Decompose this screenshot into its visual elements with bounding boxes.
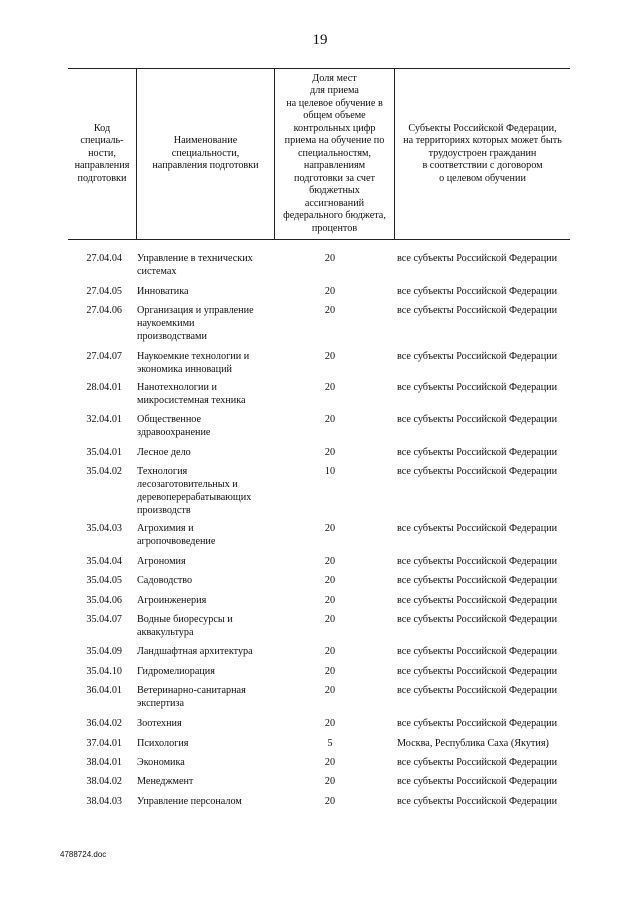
row-share: 20: [324, 595, 336, 606]
header-name-text: Наименование специальности, направления подготовки: [152, 135, 259, 172]
row-name: Нанотехнологии и микросистемная техника: [137, 382, 246, 406]
row-subjects: все субъекты Российской Федерации: [397, 523, 558, 534]
row-share: 20: [324, 776, 336, 787]
row-share: 20: [324, 646, 336, 657]
row-name: Ландшафтная архитектура: [137, 646, 253, 657]
row-share: 20: [324, 575, 336, 586]
row-code: 35.04.05: [86, 575, 122, 586]
row-code: 38.04.03: [86, 796, 122, 807]
row-name: Гидромелиорация: [137, 666, 215, 677]
row-subjects: все субъекты Российской Федерации: [397, 351, 558, 362]
row-subjects: все субъекты Российской Федерации: [397, 666, 558, 677]
row-subjects: все субъекты Российской Федерации: [397, 718, 558, 729]
row-share: 10: [324, 466, 336, 477]
row-name: Агроинженерия: [137, 595, 207, 606]
row-share: 20: [324, 414, 336, 425]
row-code: 35.04.10: [86, 666, 122, 677]
header-code-text: Код специаль- ности, направления подготовки: [74, 122, 130, 184]
row-name: Управление в технических системах: [137, 253, 253, 277]
row-name: Менеджмент: [137, 776, 194, 787]
row-share: 20: [324, 382, 336, 393]
row-share: 20: [324, 286, 336, 297]
row-code: 38.04.02: [86, 776, 122, 787]
row-code: 38.04.01: [86, 757, 122, 768]
row-share: 20: [324, 447, 336, 458]
row-code: 27.04.06: [86, 305, 122, 316]
row-share: 20: [324, 757, 336, 768]
row-subjects: все субъекты Российской Федерации: [397, 556, 558, 567]
row-share: 20: [324, 556, 336, 567]
row-share: 20: [324, 666, 336, 677]
row-subjects: все субъекты Российской Федерации: [397, 382, 558, 393]
row-share: 20: [324, 305, 336, 316]
row-code: 37.04.01: [86, 738, 122, 749]
row-subjects: все субъекты Российской Федерации: [397, 447, 558, 458]
row-share: 20: [324, 253, 336, 264]
row-name: Зоотехния: [137, 718, 182, 729]
row-code: 35.04.06: [86, 595, 122, 606]
row-subjects: все субъекты Российской Федерации: [397, 757, 558, 768]
row-code: 27.04.07: [86, 351, 122, 362]
row-name: Садоводство: [137, 575, 193, 586]
row-name: Наукоемкие технологии и экономика инноваций: [137, 351, 250, 375]
row-subjects: Москва, Республика Саха (Якутия): [397, 738, 549, 749]
row-code: 35.04.03: [86, 523, 122, 534]
row-subjects: все субъекты Российской Федерации: [397, 575, 558, 586]
header-subjects-text: Субъекты Российской Федерации, на территориях которых может быть трудоустроен гражданин в соответствии с договором о целевом обучении: [403, 122, 562, 184]
row-subjects: все субъекты Российской Федерации: [397, 796, 558, 807]
row-share: 20: [324, 614, 336, 625]
row-code: 35.04.04: [86, 556, 122, 567]
row-code: 32.04.01: [86, 414, 122, 425]
row-subjects: все субъекты Российской Федерации: [397, 414, 558, 425]
row-code: 27.04.05: [86, 286, 122, 297]
row-code: 35.04.07: [86, 614, 122, 625]
header-share-text: Доля мест для приема на целевое обучение в общем объеме контрольных цифр приема на обучение по специальностям, направлениям подготовки за счет бюджетных ассигнований федерального бюджета, процентов: [283, 72, 386, 234]
row-subjects: все субъекты Российской Федерации: [397, 614, 558, 625]
row-share: 20: [324, 718, 336, 729]
row-subjects: все субъекты Российской Федерации: [397, 286, 558, 297]
page-number: 19: [312, 32, 328, 48]
row-share: 20: [324, 523, 336, 534]
row-code: 35.04.01: [86, 447, 122, 458]
row-subjects: все субъекты Российской Федерации: [397, 305, 558, 316]
row-name: Организация и управление наукоемкими производствами: [137, 305, 254, 342]
row-subjects: все субъекты Российской Федерации: [397, 685, 558, 696]
row-name: Лесное дело: [137, 447, 191, 458]
row-name: Ветеринарно-санитарная экспертиза: [137, 685, 246, 709]
row-name: Психология: [137, 738, 189, 749]
row-share: 20: [324, 351, 336, 362]
row-code: 36.04.02: [86, 718, 122, 729]
row-subjects: все субъекты Российской Федерации: [397, 776, 558, 787]
row-name: Агрохимия и агропочвоведение: [137, 523, 216, 547]
row-name: Агрономия: [137, 556, 186, 567]
footer-filename: 4788724.doc: [60, 850, 107, 859]
row-name: Общественное здравоохранение: [137, 414, 211, 438]
row-code: 28.04.01: [86, 382, 122, 393]
row-code: 35.04.02: [86, 466, 122, 477]
row-subjects: все субъекты Российской Федерации: [397, 253, 558, 264]
row-code: 27.04.04: [86, 253, 122, 264]
row-name: Технология лесозаготовительных и деревоперерабатывающих производств: [137, 466, 252, 516]
row-name: Инноватика: [137, 286, 189, 297]
row-subjects: все субъекты Российской Федерации: [397, 646, 558, 657]
row-share: 5: [327, 738, 333, 749]
row-share: 20: [324, 685, 336, 696]
row-code: 36.04.01: [86, 685, 122, 696]
row-name: Экономика: [137, 757, 185, 768]
row-subjects: все субъекты Российской Федерации: [397, 595, 558, 606]
row-subjects: все субъекты Российской Федерации: [397, 466, 558, 477]
row-name: Водные биоресурсы и аквакультура: [137, 614, 233, 638]
row-code: 35.04.09: [86, 646, 122, 657]
row-name: Управление персоналом: [137, 796, 242, 807]
row-share: 20: [324, 796, 336, 807]
